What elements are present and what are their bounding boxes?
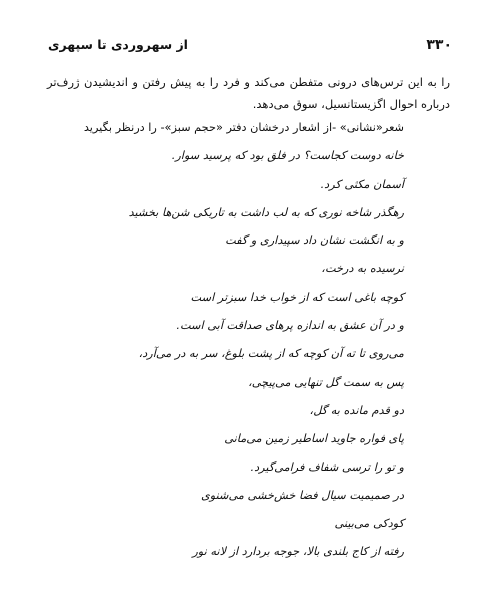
poem-line: و به انگشت نشان داد سپیداری و گفت xyxy=(225,234,404,248)
poem-line: پس به سمت گل تنهایی می‌پیچی، xyxy=(248,375,404,389)
poem-line: رهگذر شاخه نوری که به لب داشت به تاریکی شن‌ها بخشید xyxy=(128,205,404,219)
poem-line: رفته از کاج بلندی بالا، جوجه بردارد از لانه نور xyxy=(192,545,404,559)
poem-line: می‌روی تا ته آن کوچه که از پشت بلوغ، سر به در می‌آرد، xyxy=(138,347,404,361)
poem-line: در صمیمیت سیال فضا خش‌خشی می‌شنوی xyxy=(200,488,404,502)
poem-block xyxy=(84,114,404,567)
page-header xyxy=(48,37,452,57)
poem-line: پای فواره جاوید اساطیر زمین می‌مانی xyxy=(224,432,404,446)
page-number: ۳۳۰ xyxy=(426,37,452,53)
poem-line: و تو را ترسی شفاف فرامی‌گیرد. xyxy=(250,460,404,474)
poem-line: کوچه باغی است که از خواب خدا سبزتر است xyxy=(190,290,404,304)
poem-lead-line: شعر«نشانی» -از اشعار درخشان دفتر «حجم سبز»- را درنظر بگیرید xyxy=(83,121,404,134)
poem-line: آسمان مکثی کرد. xyxy=(320,177,404,191)
poem-line: دو قدم مانده به گل، xyxy=(309,403,404,417)
intro-text: را به این ترس‌های درونی متفطن می‌کند و فرد را به پیش رفتن و اندیشیدن ژرف‌تر درباره احوال اگزیستانسیل، سوق می‌دهد. xyxy=(47,75,450,111)
poem-line: نرسیده به درخت، xyxy=(321,262,404,276)
poem-line: کودکی می‌بینی xyxy=(334,517,404,531)
poem-line: خانه دوست کجاست؟ در فلق بود که پرسید سوار. xyxy=(171,149,404,163)
poem-line: و در آن عشق به اندازه پرهای صداقت آبی است. xyxy=(176,319,404,333)
intro-paragraph xyxy=(47,71,450,115)
running-title: از سهروردی تا سپهری xyxy=(48,37,188,52)
